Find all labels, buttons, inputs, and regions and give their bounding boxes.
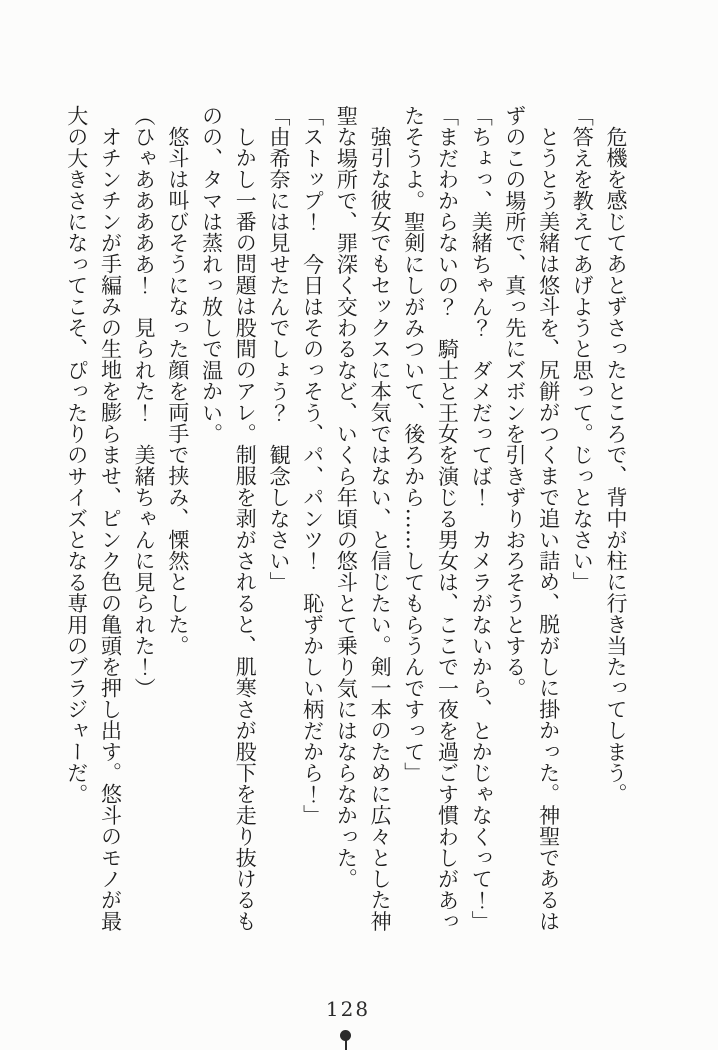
binding-mark-line <box>345 1040 347 1050</box>
paragraph-dialogue: 「答えを教えてあげようと思って。じっとなさい」 <box>570 105 595 593</box>
paragraph-thought: （ひゃあああああ！ 見られた！ 美緒ちゃんに見られた！） <box>132 105 157 699</box>
paragraph-dialogue: 「ストップ！ 今日はそのっそう、パ、パンツ！ 恥ずかしい柄だから！」 <box>300 105 325 826</box>
paragraph: 強引な彼女でもセックスに本気ではない、と信じたい。剣一本のために広々とした神聖な場所で、罪深く交わるなど、いくら年頃の悠斗とて乗り気にはならなかった。 <box>334 105 393 932</box>
paragraph: しかし一番の問題は股間のアレ。制服を剥がされると、肌寒さが股下を走り抜けるものの、タマは蒸れっ放しで温かい。 <box>199 105 258 932</box>
paragraph: とうとう美緒は悠斗を、尻餅がつくまで追い詰め、脱がしに掛かった。神聖であるはずのこの場所で、真っ先にズボンを引きずりおろそうとする。 <box>502 105 561 932</box>
paragraph: 悠斗は叫びそうになった顔を両手で挟み、慄然とした。 <box>165 126 190 656</box>
page-number: 128 <box>325 997 371 1021</box>
paragraph-dialogue: 「ちょっ、美緒ちゃん？ ダメだってば！ カメラがないから、とかじゃなくって！」 <box>469 105 494 932</box>
paragraph-dialogue: 「由希奈には見せたんでしょう？ 観念しなさい」 <box>266 105 291 593</box>
paragraph-dialogue: 「まだわからないの？ 騎士と王女を演じる男女は、ここで一夜を過ごす慣わしがあったそうよ。聖剣にしがみついて、後ろから……してもらうんですって」 <box>401 105 460 932</box>
paragraph: オチンチンが手編みの生地を膨らませ、ピンク色の亀頭を押し出す。悠斗のモノが最大の大きさになってこそ、ぴったりのサイズとなる専用のブラジャーだ。 <box>64 105 123 932</box>
paragraph: 危機を感じてあとずさったところで、背中が柱に行き当たってしまう。 <box>604 126 628 805</box>
page-text-block <box>59 105 632 947</box>
